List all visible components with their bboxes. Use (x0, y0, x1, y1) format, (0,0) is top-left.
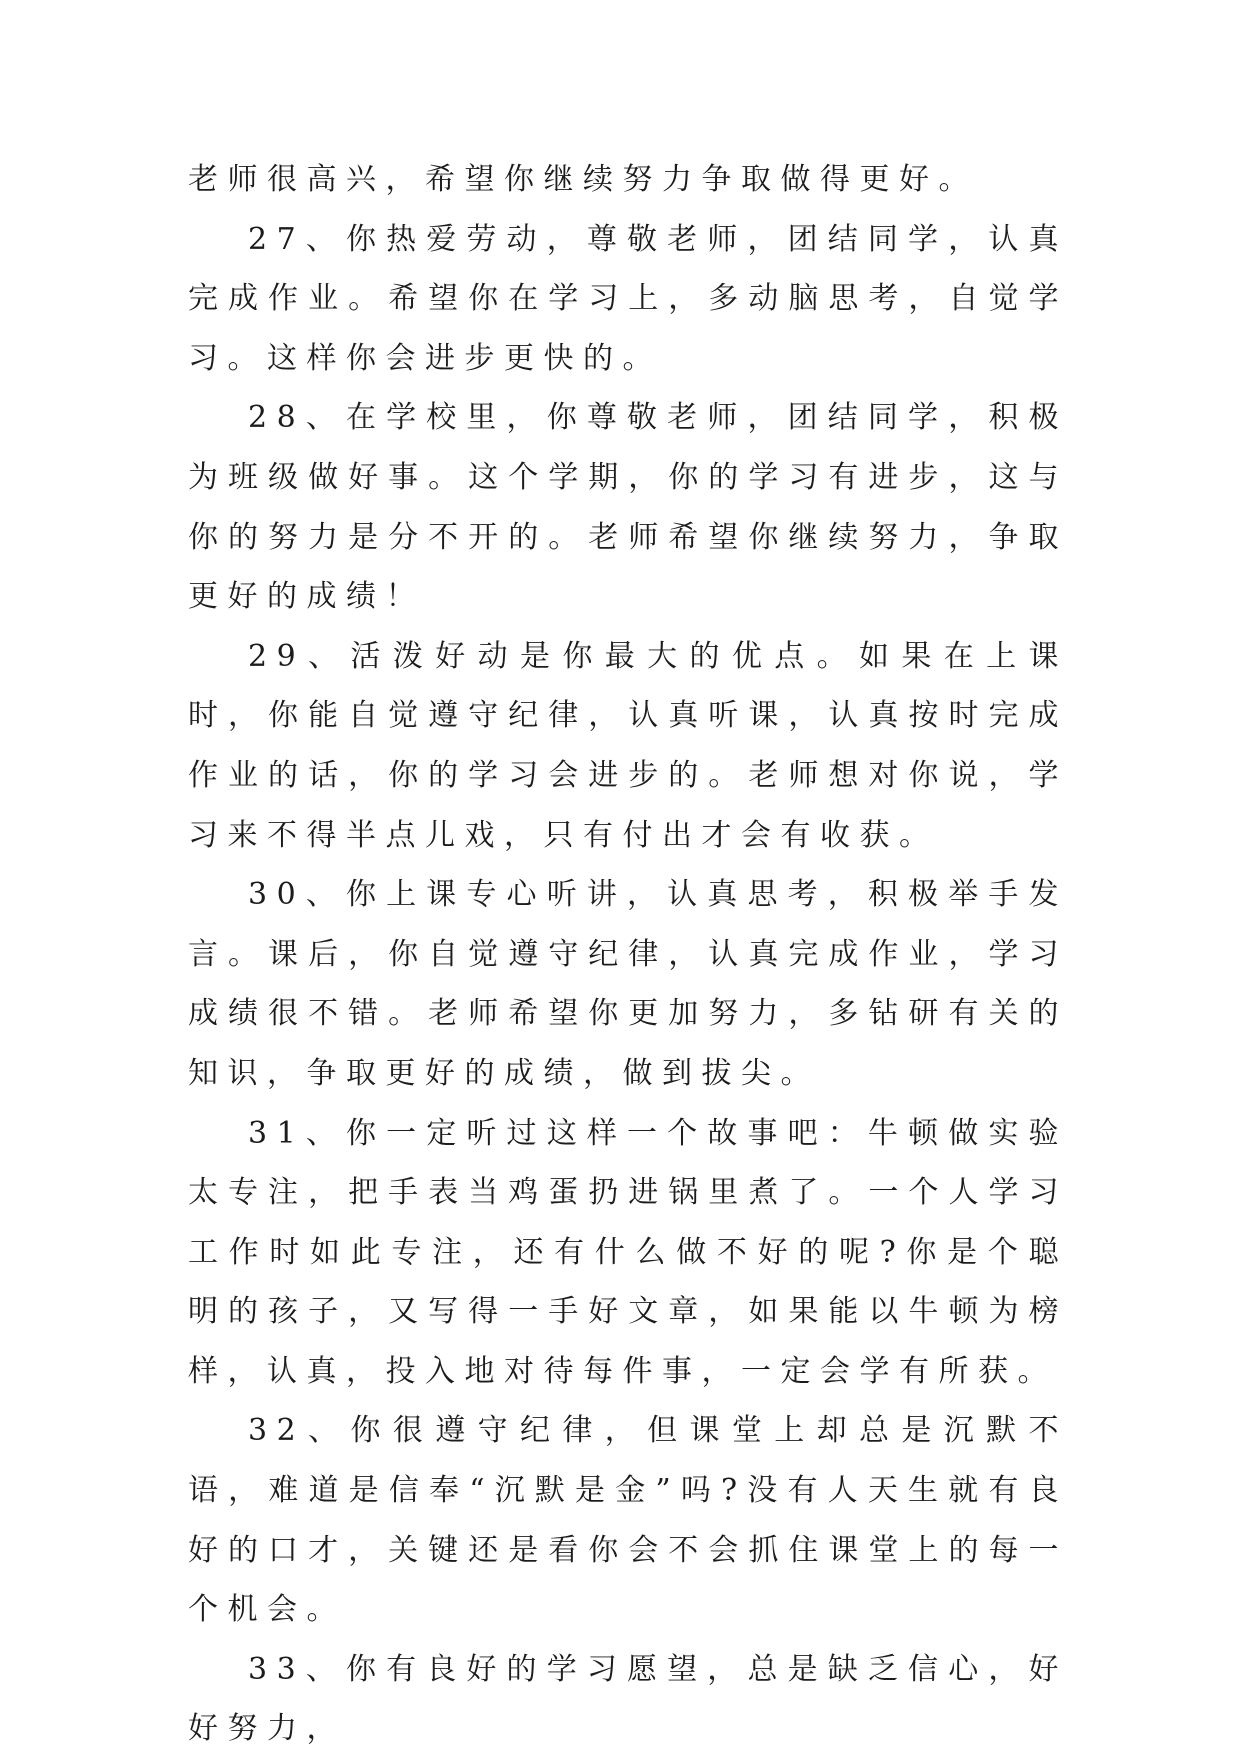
paragraph-30: 30、你上课专心听讲，认真思考，积极举手发言。课后，你自觉遵守纪律，认真完成作业，学习成绩很不错。老师希望你更加努力，多钻研有关的知识，争取更好的成绩，做到拔尖。 (188, 877, 1068, 1091)
paragraph-28: 28、在学校里，你尊敬老师，团结同学，积极为班级做好事。这个学期，你的学习有进步，这与你的努力是分不开的。老师希望你继续努力，争取更好的成绩！ (188, 400, 1068, 615)
paragraph-32: 32、你很遵守纪律，但课堂上却总是沉默不语，难道是信奉“沉默是金”吗?没有人天生就有良好的口才，关键还是看你会不会抓住课堂上的每一个机会。 (188, 1413, 1068, 1628)
paragraph-31: 31、你一定听过这样一个故事吧：牛顿做实验太专注，把手表当鸡蛋扔进锅里煮了。一个人学习工作时如此专注，还有什么做不好的呢?你是个聪明的孩子，又写得一手好文章，如果能以牛顿为榜样，认真，投入地对待每件事，一定会学有所获。 (188, 1115, 1068, 1389)
document-body (188, 150, 1068, 1759)
paragraph-33: 33、你有良好的学习愿望，总是缺乏信心，好好努力， (188, 1651, 1068, 1747)
paragraph-continuation: 老师很高兴，希望你继续努力争取做得更好。 (188, 162, 978, 197)
paragraph-29: 29、活泼好动是你最大的优点。如果在上课时，你能自觉遵守纪律，认真听课，认真按时完成作业的话，你的学习会进步的。老师想对你说，学习来不得半点儿戏，只有付出才会有收获。 (188, 638, 1068, 853)
paragraph-27: 27、你热爱劳动，尊敬老师，团结同学，认真完成作业。希望你在学习上，多动脑思考，自觉学习。这样你会进步更快的。 (188, 221, 1068, 376)
